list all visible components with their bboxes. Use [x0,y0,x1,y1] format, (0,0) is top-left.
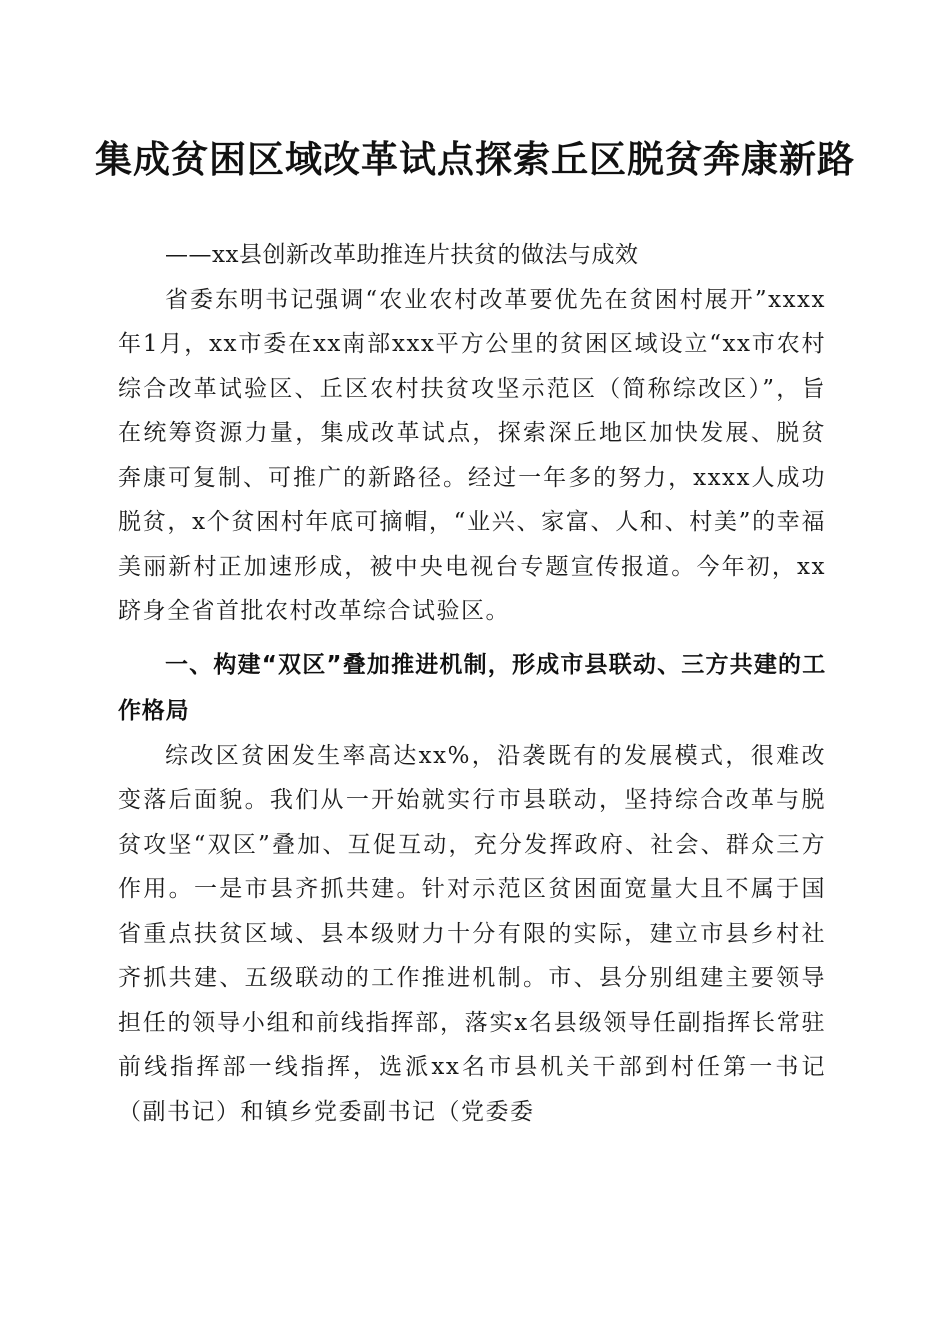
section-1-heading: 一、构建“双区”叠加推进机制，形成市县联动、三方共建的工作格局 [118,651,826,724]
document-subtitle: ——xx县创新改革助推连片扶贫的做法与成效 [165,242,639,268]
section-1-paragraph: 综改区贫困发生率高达xx%，沿袭既有的发展模式，很难改变落后面貌。我们从一开始就实行市县联动，坚持综合改革与脱贫攻坚“双区”叠加、互促互动，充分发挥政府、社会、群众三方作用。一是市县齐抓共建。针对示范区贫困面宽量大且不属于国省重点扶贫区域、县本级财力十分有限的实际，建立市县乡村社齐抓共建、五级联动的工作推进机制。市、县分别组建主要领导担任的领导小组和前线指挥部，落实x名县级领导任副指挥长常驻前线指挥部一线指挥，选派xx名市县机关干部到村任第一书记（副书记）和镇乡党委副书记（党委委 [118,742,826,1125]
document-body [118,233,826,1134]
document-title: 集成贫困区域改革试点探索丘区脱贫奔康新路 [95,137,855,181]
intro-paragraph: 省委东明书记强调“农业农村改革要优先在贫困村展开”xxxx年1月，xx市委在xx南部xxx平方公里的贫困区域设立“xx市农村综合改革试验区、丘区农村扶贫攻坚示范区（简称综改区）”，旨在统筹资源力量，集成改革试点，探索深丘地区加快发展、脱贫奔康可复制、可推广的新路径。经过一年多的努力，xxxx人成功脱贫，x个贫困村年底可摘帽，“业兴、家富、人和、村美”的幸福美丽新村正加速形成，被中央电视台专题宣传报道。今年初，xx跻身全省首批农村改革综合试验区。 [118,286,826,624]
